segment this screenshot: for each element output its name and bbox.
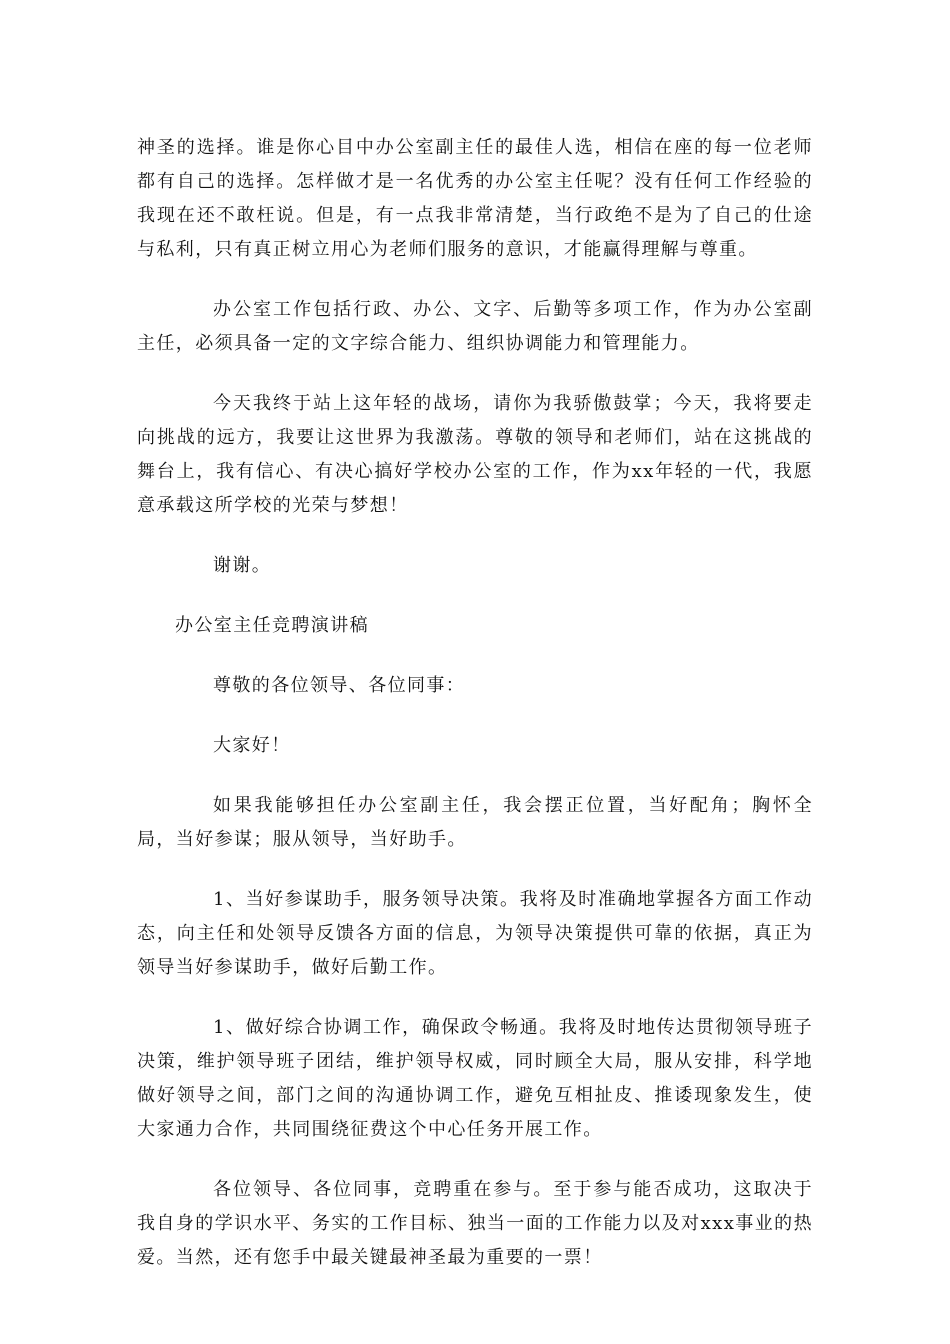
paragraph-salutation: 尊敬的各位领导、各位同事： xyxy=(213,675,466,696)
paragraph-greeting: 大家好！ xyxy=(213,735,291,756)
section-title: 办公室主任竞聘演讲稿 xyxy=(175,615,369,636)
document-page xyxy=(137,131,813,1301)
paragraph-point-advisor: 1、当好参谋助手，服务领导决策。我将及时准确地掌握各方面工作动态，向主任和处领导反馈各方面的信息，为领导决策提供可靠的依据，真正为领导当好参谋助手，做好后勤工作。 xyxy=(137,889,813,978)
paragraph-continuation: 神圣的选择。谁是你心目中办公室副主任的最佳人选，相信在座的每一位老师都有自己的选择。怎样做才是一名优秀的办公室主任呢？没有任何工作经验的我现在还不敢枉说。但是，有一点我非常清楚，当行政绝不是为了自己的仕途与私利，只有真正树立用心为老师们服务的意识，才能赢得理解与尊重。 xyxy=(137,137,813,260)
paragraph-point-coordination: 1、做好综合协调工作，确保政令畅通。我将及时地传达贯彻领导班子决策，维护领导班子团结，维护领导权威，同时顾全大局，服从安排，科学地做好领导之间，部门之间的沟通协调工作，避免互相扯皮、推诿现象发生，使大家通力合作，共同围绕征费这个中心任务开展工作。 xyxy=(137,1017,813,1140)
paragraph-closing-statement: 今天我终于站上这年轻的战场，请你为我骄傲鼓掌；今天，我将要走向挑战的远方，我要让这世界为我激荡。尊敬的领导和老师们，站在这挑战的舞台上，我有信心、有决心搞好学校办公室的工作，作为xx年轻的一代，我愿意承载这所学校的光荣与梦想！ xyxy=(137,393,813,516)
paragraph-office-duties: 办公室工作包括行政、办公、文字、后勤等多项工作，作为办公室副主任，必须具备一定的文字综合能力、组织协调能力和管理能力。 xyxy=(137,299,813,354)
paragraph-thanks: 谢谢。 xyxy=(213,555,272,576)
paragraph-conclusion: 各位领导、各位同事，竞聘重在参与。至于参与能否成功，这取决于我自身的学识水平、务实的工作目标、独当一面的工作能力以及对xxx事业的热爱。当然，还有您手中最关键最神圣最为重要的一票！ xyxy=(137,1179,813,1268)
paragraph-role-intent: 如果我能够担任办公室副主任，我会摆正位置，当好配角；胸怀全局，当好参谋；服从领导，当好助手。 xyxy=(137,795,813,850)
